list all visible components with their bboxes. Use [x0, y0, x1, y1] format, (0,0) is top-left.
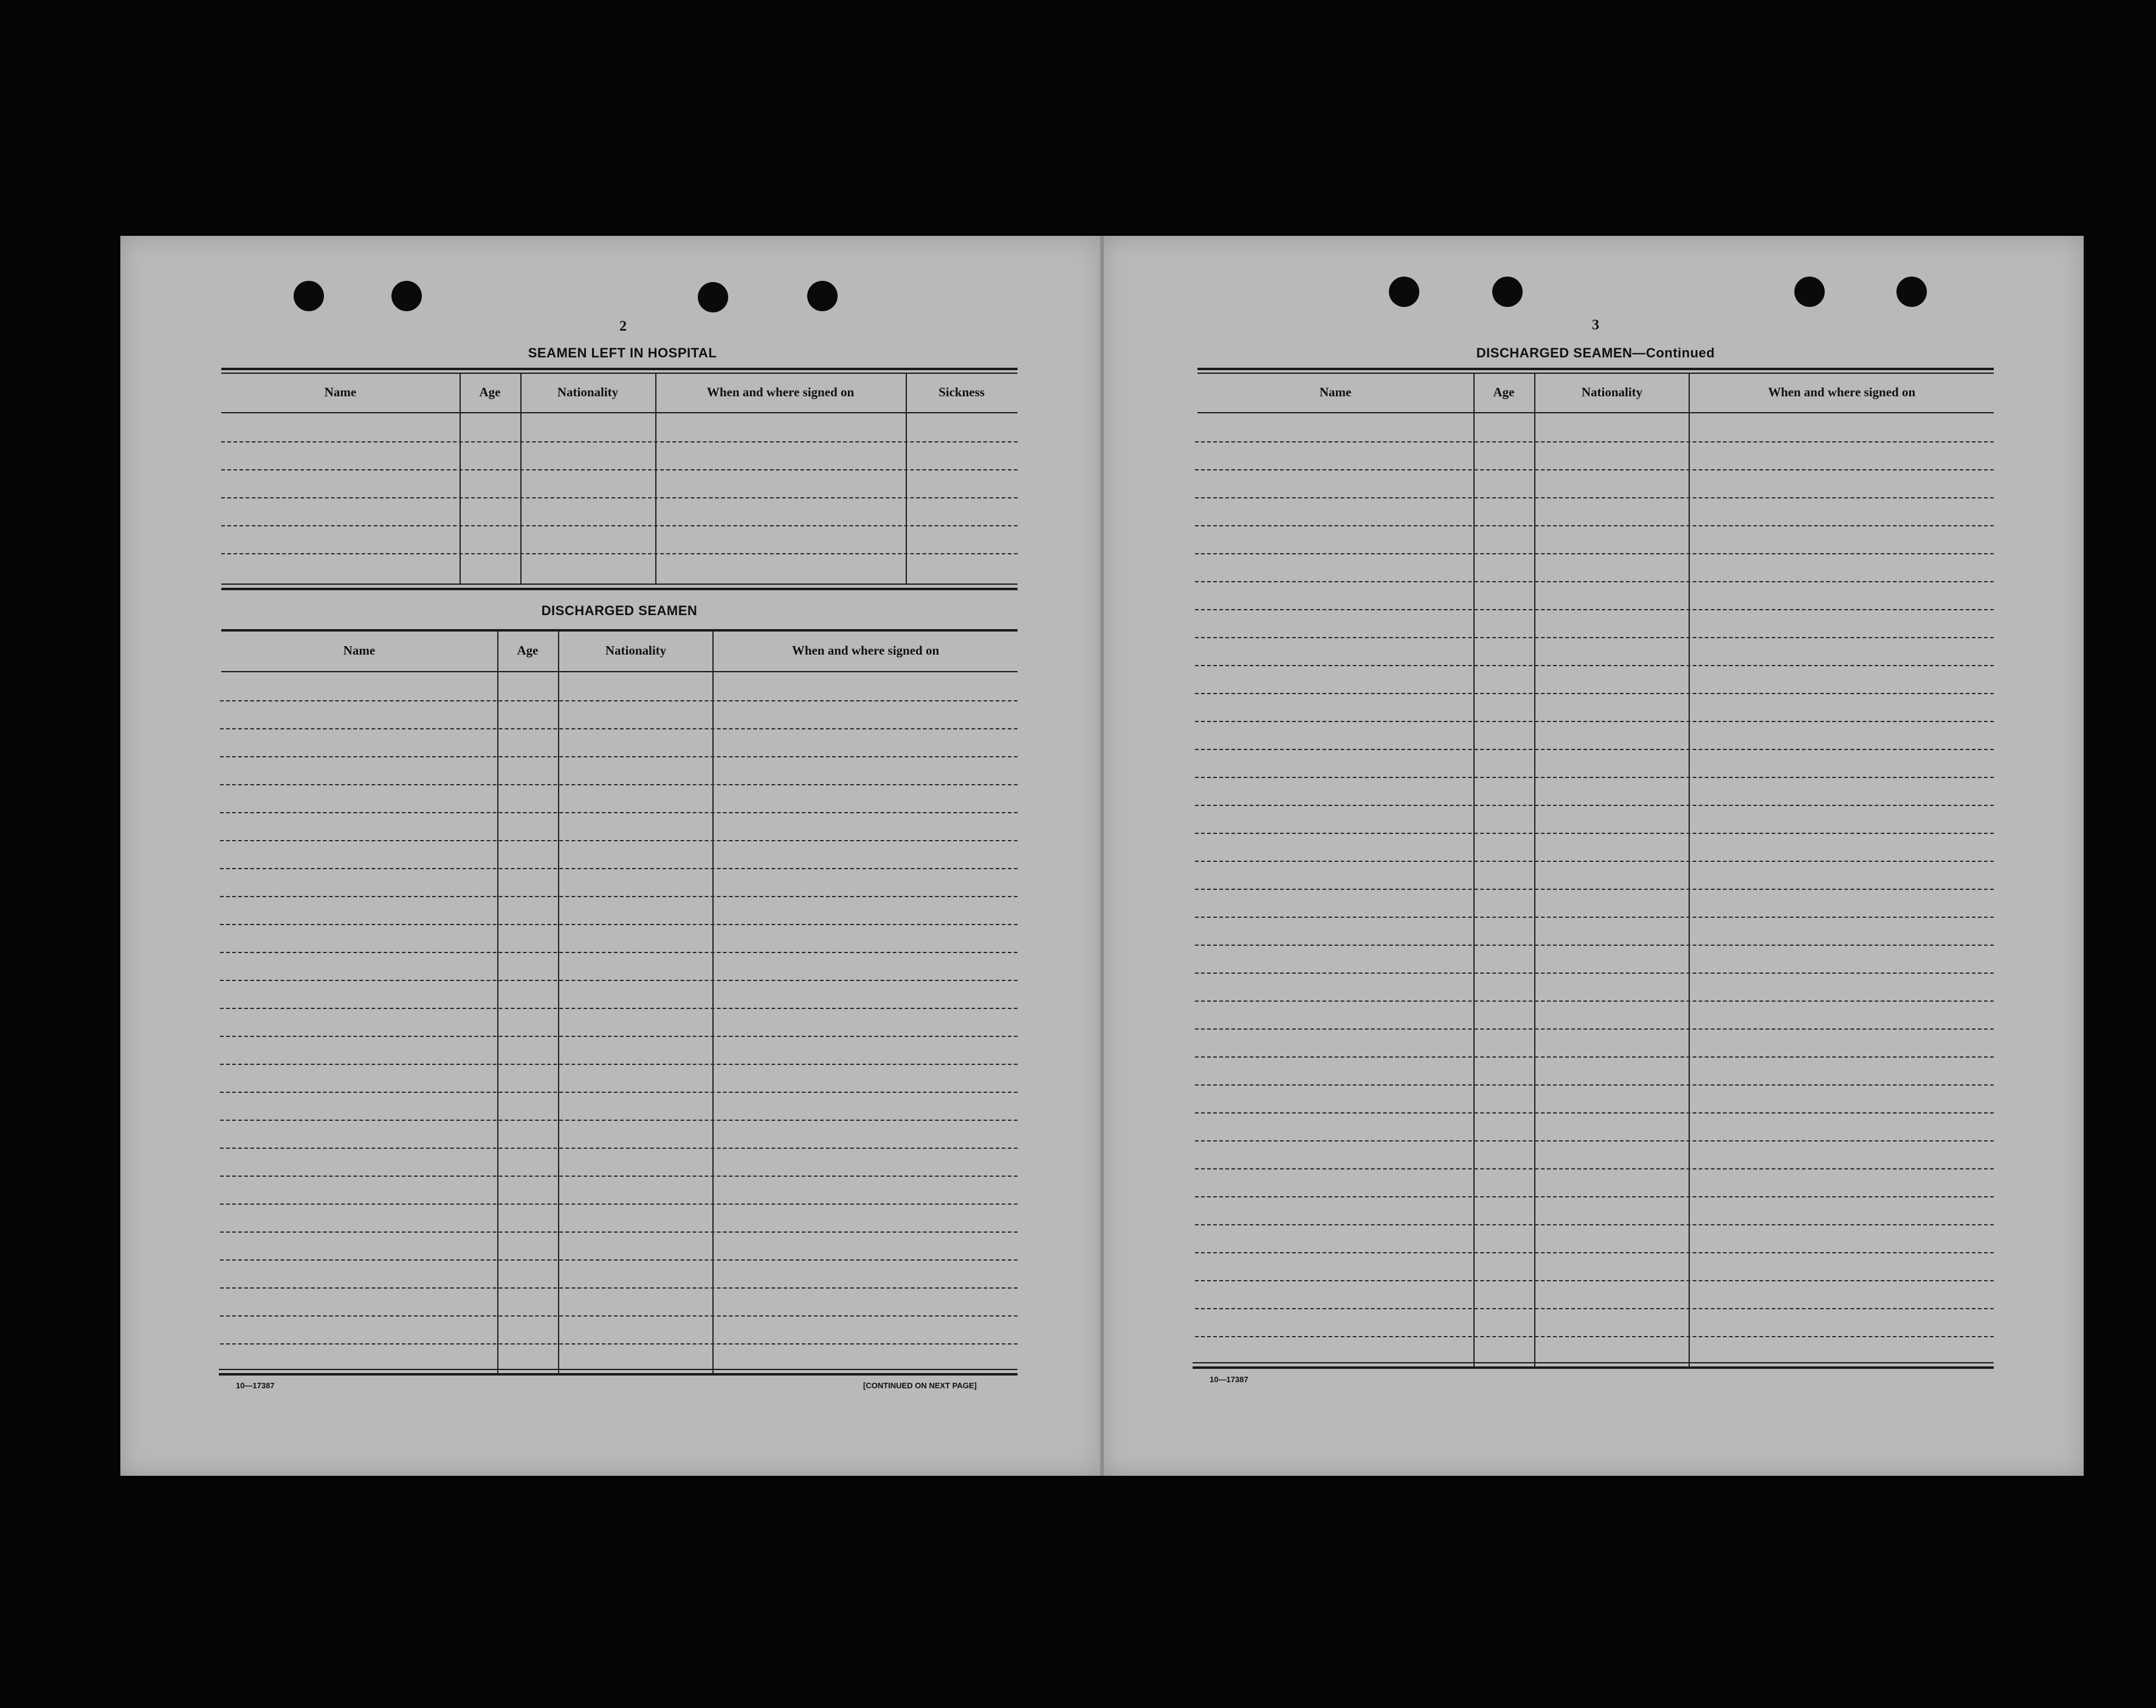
table-row-line	[1195, 917, 1994, 918]
continued-table-bottom-rule	[1193, 1366, 1994, 1369]
discharged-table-bottom-rule	[219, 1373, 1018, 1376]
table-row-line	[1195, 1084, 1994, 1086]
punch-hole	[698, 282, 728, 312]
discharged-col-age: Age	[517, 643, 539, 658]
hospital-table-bottom-rule	[221, 584, 1018, 585]
table-row-line	[1195, 777, 1994, 778]
discharged-table-top-rule	[221, 629, 1018, 632]
table-row-line	[220, 728, 1018, 729]
right-page	[1102, 236, 2084, 1476]
table-row-line	[1195, 469, 1994, 470]
discharged-col-divider	[558, 631, 559, 1374]
continued-table-top-rule	[1197, 368, 1994, 370]
punch-hole	[391, 281, 422, 311]
table-row-line	[220, 1204, 1018, 1205]
hospital-table-bottom-rule	[221, 588, 1018, 590]
table-row-line	[220, 840, 1018, 841]
table-row-line	[1195, 581, 1994, 582]
table-row-line	[220, 1176, 1018, 1177]
table-row-line	[1195, 945, 1994, 946]
table-row-line	[1195, 637, 1994, 638]
table-row-line	[1195, 497, 1994, 498]
table-row-line	[220, 756, 1018, 757]
table-row-line	[1195, 1224, 1994, 1225]
form-number: 10—17387	[236, 1381, 275, 1390]
table-row-line	[1195, 1336, 1994, 1337]
table-row-line	[1195, 609, 1994, 610]
table-row-line	[1195, 861, 1994, 862]
table-row-line	[1195, 1056, 1994, 1058]
table-row-line	[221, 469, 1018, 470]
table-row-line	[221, 441, 1018, 442]
continued-col-divider	[1534, 374, 1535, 1368]
table-row-line	[1195, 749, 1994, 750]
discharged-col-divider	[712, 631, 714, 1374]
continued-col-name: Name	[1319, 385, 1352, 399]
table-row-line	[220, 896, 1018, 897]
table-row-line	[220, 812, 1018, 813]
hospital-col-age: Age	[479, 385, 501, 399]
discharged-table-bottom-rule	[219, 1369, 1018, 1370]
table-row-line	[220, 1231, 1018, 1233]
table-row-line	[221, 497, 1018, 498]
table-row-line	[220, 1315, 1018, 1317]
table-row-line	[220, 1064, 1018, 1065]
table-row-line	[1195, 665, 1994, 666]
table-row-line	[1195, 553, 1994, 554]
table-row-line	[1195, 1028, 1994, 1030]
discharged-header-rule	[221, 671, 1018, 672]
left-page	[120, 236, 1102, 1476]
table-row-line	[221, 525, 1018, 526]
center-fold	[1100, 236, 1104, 1476]
table-row-line	[1195, 1252, 1994, 1253]
continued-col-divider	[1473, 374, 1475, 1368]
left-page-number: 2	[619, 319, 627, 334]
table-row-line	[1195, 1168, 1994, 1169]
continued-col-age: Age	[1493, 385, 1515, 399]
table-row-line	[1195, 1140, 1994, 1142]
hospital-col-signed-on: When and where signed on	[706, 385, 855, 399]
hospital-header-rule	[221, 412, 1018, 413]
continued-table-bottom-rule	[1193, 1362, 1994, 1363]
table-row-line	[220, 1008, 1018, 1009]
table-row-line	[1195, 805, 1994, 806]
continued-col-nationality: Nationality	[1581, 385, 1643, 399]
table-row-line	[220, 784, 1018, 785]
punch-hole	[807, 281, 838, 311]
table-row-line	[1195, 721, 1994, 722]
hospital-table-top-rule	[221, 373, 1018, 374]
punch-hole	[294, 281, 324, 311]
table-row-line	[1195, 693, 1994, 694]
punch-hole	[1896, 277, 1927, 307]
continued-header-rule	[1197, 412, 1994, 413]
table-row-line	[1195, 525, 1994, 526]
hospital-col-name: Name	[324, 385, 357, 399]
discharged-col-divider	[497, 631, 498, 1374]
discharged-continued-title: DISCHARGED SEAMEN—Continued	[1476, 345, 1715, 360]
continued-note: [CONTINUED ON NEXT PAGE]	[863, 1381, 977, 1390]
table-row-line	[1195, 1112, 1994, 1114]
table-row-line	[1195, 973, 1994, 974]
table-row-line	[1195, 833, 1994, 834]
table-row-line	[220, 1036, 1018, 1037]
table-row-line	[220, 1287, 1018, 1289]
table-row-line	[220, 1259, 1018, 1261]
right-page-number: 3	[1592, 317, 1599, 333]
table-row-line	[1195, 889, 1994, 890]
hospital-col-nationality: Nationality	[557, 385, 619, 399]
table-row-line	[220, 700, 1018, 701]
discharged-section-title: DISCHARGED SEAMEN	[541, 603, 698, 618]
table-row-line	[220, 1148, 1018, 1149]
table-row-line	[220, 868, 1018, 869]
discharged-col-signed-on: When and where signed on	[791, 643, 940, 658]
table-row-line	[220, 1120, 1018, 1121]
hospital-table-top-rule	[221, 368, 1018, 370]
table-row-line	[220, 924, 1018, 925]
table-row-line	[1195, 1000, 1994, 1002]
continued-col-signed-on: When and where signed on	[1768, 385, 1916, 399]
table-row-line	[1195, 1308, 1994, 1309]
hospital-col-sickness: Sickness	[939, 385, 985, 399]
form-number: 10—17387	[1210, 1375, 1248, 1384]
table-row-line	[220, 980, 1018, 981]
discharged-col-nationality: Nationality	[605, 643, 667, 658]
continued-table-top-rule	[1197, 373, 1994, 374]
punch-hole	[1794, 277, 1825, 307]
table-row-line	[220, 1343, 1018, 1345]
table-row-line	[221, 553, 1018, 554]
table-row-line	[1195, 441, 1994, 442]
punch-hole	[1492, 277, 1523, 307]
table-row-line	[220, 1092, 1018, 1093]
discharged-col-name: Name	[343, 643, 376, 658]
table-row-line	[220, 952, 1018, 953]
table-row-line	[1195, 1280, 1994, 1281]
table-row-line	[1195, 1196, 1994, 1197]
continued-col-divider	[1689, 374, 1690, 1368]
hospital-section-title: SEAMEN LEFT IN HOSPITAL	[528, 345, 717, 360]
punch-hole	[1389, 277, 1419, 307]
